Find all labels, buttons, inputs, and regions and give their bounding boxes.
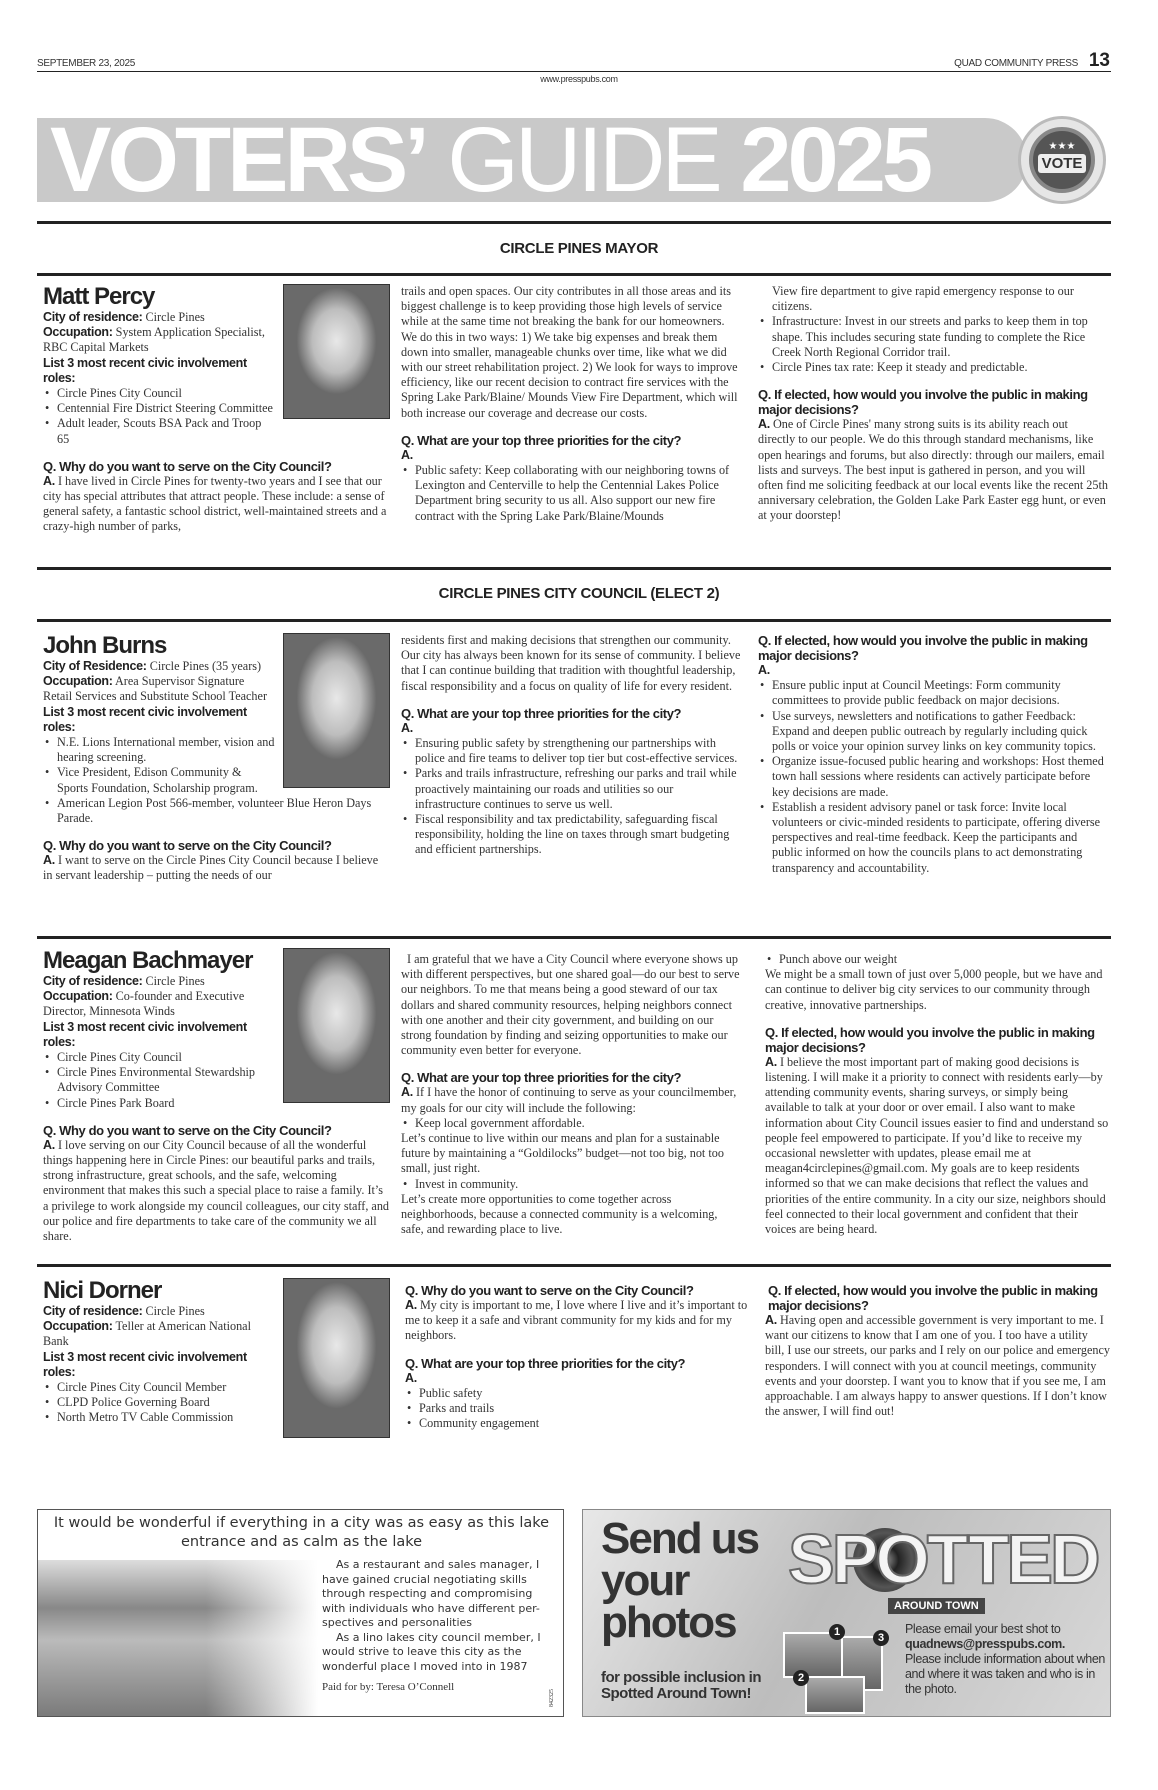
spotted-around-town-ad xyxy=(582,1509,1111,1717)
answer-label: A. xyxy=(765,1054,777,1069)
spotted-logo: SPOTTED xyxy=(788,1520,1098,1598)
paid-for-by: Paid for by: Teresa O’Connell xyxy=(322,1681,455,1693)
residence-label: City of Residence: xyxy=(43,659,147,673)
residence-label: City of residence: xyxy=(43,974,143,988)
candidate-name: John Burns xyxy=(43,632,167,659)
list-item: • Public safety: Keep collaborating with our neighboring towns of Lexington and Centerville to help the Centennial Lakes Police Department bring security to us all. Also support our new fire contract with the Spring Lake Park/Blaine/Mounds xyxy=(401,463,741,524)
answer-text: I have lived in Circle Pines for twenty-two years and I see that our city has special attributes that attract people. These include: a sense of general safety, a fantastic school district, well-maintained streets and a crazy-high number of parks, xyxy=(43,473,387,534)
roles-label: List 3 most recent civic involvement roles: xyxy=(43,704,247,734)
answer-text: View fire department to give rapid emergency response to our citizens. xyxy=(772,284,1074,314)
answer-text: I want to serve on the Circle Pines City Council because I believe in servant leadership – putting the needs of our xyxy=(43,853,379,883)
list-item: • Infrastructure: Invest in our streets and parks to keep them in top shape. This includes securing state funding to complete the Rice Creek North Regional Corridor trail. xyxy=(758,314,1108,360)
occupation-label: Occupation: xyxy=(43,674,113,689)
sample-photo xyxy=(805,1676,865,1714)
banner-title xyxy=(50,109,930,211)
section-rule xyxy=(37,619,1111,622)
answer-label: A. xyxy=(765,1313,777,1327)
question-why: Q. Why do you want to serve on the City Council? xyxy=(43,1122,332,1138)
residence-value: Circle Pines xyxy=(145,1304,205,1318)
answer-label: A. xyxy=(405,1370,417,1385)
answer-text: residents first and making decisions that strengthen our community. Our city has always been known for its sense of community. I believe that I can continue building that tradition with thoughtful leadership, fiscal responsibility and a focus on quality of life for every resident. xyxy=(401,633,741,693)
candidate-dorner-col3 xyxy=(765,1283,1110,1419)
ad-paragraph: As a lino lakes city council member, I would strive to leave this city as the wonderful place I moved into in 1987 xyxy=(322,1630,541,1673)
section-heading-mayor: CIRCLE PINES MAYOR xyxy=(499,240,659,257)
question-priorities: Q. What are your top three priorities for the city? xyxy=(401,1070,682,1086)
ad-headline: Send us your photos xyxy=(601,1514,759,1647)
email-link[interactable]: quadnews@presspubs.com. xyxy=(905,1637,1065,1651)
section-heading-council: CIRCLE PINES CITY COUNCIL (ELECT 2) xyxy=(438,585,720,602)
list-item: • Circle Pines Park Board xyxy=(43,1096,390,1111)
spotted-logo-sub: AROUND TOWN xyxy=(888,1598,985,1614)
answer-label: A. xyxy=(401,447,413,462)
candidate-percy-col2 xyxy=(401,284,741,524)
ad-body xyxy=(322,1558,558,1695)
list-item: • Invest in community. xyxy=(401,1177,741,1192)
occupation-value: Co-founder and Executive Director, Minnesota Winds xyxy=(43,989,245,1019)
list-item: • Adult leader, Scouts BSA Pack and Troop 65 xyxy=(43,416,390,446)
residence-value: Circle Pines xyxy=(145,310,205,324)
stars-icon: ★★★ xyxy=(1048,141,1076,152)
residence-value: Circle Pines (35 years) xyxy=(149,659,262,673)
answer-text: I believe the most important part of making good decisions is listening. I will make it a priority to connect with residents early—by attending community events, sharing surveys, or simply being available to talk at your door or over email. I also want to make information about City Council issues easier to find and understand so people feel empowered to participate. If you’d like to receive my occasional newsletter with updates, please email me at meagan4circlepines@gmail.com. My goals are to keep residents informed so that we can make decisions that reflect the values and priorities of the entire community. In a city our size, neighbors should feel connected to their local government and confident that their voices are being heard. xyxy=(765,1054,1109,1237)
answer-text: Let’s continue to live within our means and plan for a sustainable future by maintaining a “Goldilocks” budget—not too big, not too small, just right. xyxy=(401,1131,724,1176)
candidate-burns-col1 xyxy=(43,633,390,884)
list-item: • CLPD Police Governing Board xyxy=(43,1395,390,1410)
email-outro: Please include information about when and where it was taken and who is in the photo. xyxy=(905,1652,1105,1696)
question-public: Q. If elected, how would you involve the public in making major decisions? xyxy=(765,1024,1095,1055)
publication-name: QUAD COMMUNITY PRESS xyxy=(954,58,1078,69)
residence-value: Circle Pines xyxy=(145,974,205,988)
list-item: • Use surveys, newsletters and notifications to gather Feedback: Expand and deepen public outreach by regularly including quick polls or voice your opinion survey links on key community topics. xyxy=(758,709,1108,755)
candidate-bachmayer-col2 xyxy=(401,952,741,1237)
photo-number: 2 xyxy=(793,1670,809,1686)
question-priorities: Q. What are your top three priorities for the city? xyxy=(405,1355,686,1371)
ad-subhead: for possible inclusion in Spotted Around Town! xyxy=(601,1669,762,1702)
answer-label: A. xyxy=(43,1137,55,1152)
question-public: Q. If elected, how would you involve the public in making major decisions? xyxy=(758,387,1088,418)
list-item: • Circle Pines Environmental Stewardship Advisory Committee xyxy=(43,1065,390,1095)
list-item: • Circle Pines tax rate: Keep it steady and predictable. xyxy=(758,360,1108,375)
ad-headline: It would be wonderful if everything in a city was as easy as this lake entrance and as calm as the lake xyxy=(53,1515,550,1550)
answer-label: A. xyxy=(758,417,770,432)
vote-badge-icon xyxy=(1018,116,1106,204)
header-rule xyxy=(37,71,1111,72)
answer-label: A. xyxy=(43,853,55,868)
list-item: • Centennial Fire District Steering Committee xyxy=(43,401,390,416)
answer-text: One of Circle Pines' many strong suits is its ability reach out directly to our people. We do this through standard mechanisms, like open hearings and forums, but also directly: through our mailers, email lists and surveys. The best input is gathered in person, and you will often find me soliciting feedback at our local events like the recent 25th anniversary celebration, the Golden Lake Park Easter egg hunt, or even at your doorstep! xyxy=(758,417,1108,523)
residence-label: City of residence: xyxy=(43,1304,143,1318)
issue-date: SEPTEMBER 23, 2025 xyxy=(37,58,135,69)
banner-word-guide: GUIDE xyxy=(447,109,719,211)
question-public: Q. If elected, how would you involve the public in making major decisions? xyxy=(768,1283,1098,1313)
list-item: • Vice President, Edison Community & Sports Foundation, Scholarship program. xyxy=(43,765,390,795)
occupation-label: Occupation: xyxy=(43,989,113,1004)
list-item: • Ensuring public safety by strengthening our partnerships with police and fire teams to deliver top tier but cost-effective services. xyxy=(401,736,741,766)
answer-label: A. xyxy=(401,1085,413,1100)
candidate-dorner-col1 xyxy=(43,1278,390,1444)
candidate-bachmayer-col3 xyxy=(765,952,1110,1237)
list-item: • Circle Pines City Council xyxy=(43,386,390,401)
candidate-bachmayer-col1 xyxy=(43,948,390,1244)
website: www.presspubs.com xyxy=(540,74,618,84)
question-priorities: Q. What are your top three priorities for the city? xyxy=(401,432,682,448)
list-item: • Organize issue-focused public hearing and workshops: Host themed town hall sessions where residents can actively participate before key decisions are made. xyxy=(758,754,1108,800)
list-item: • Public safety xyxy=(405,1386,750,1401)
residence-label: City of residence: xyxy=(43,310,143,324)
roles-label: List 3 most recent civic involvement roles: xyxy=(43,1019,247,1049)
banner-year: 2025 xyxy=(740,109,930,211)
list-item: • Punch above our weight xyxy=(765,952,1110,967)
question-priorities: Q. What are your top three priorities for the city? xyxy=(401,705,682,721)
email-intro: Please email your best shot to xyxy=(905,1622,1061,1636)
list-item: • N.E. Lions International member, vision and hearing screening. xyxy=(43,735,390,765)
question-why: Q. Why do you want to serve on the City Council? xyxy=(405,1283,694,1298)
political-ad-oconnell xyxy=(37,1509,564,1717)
answer-label: A. xyxy=(405,1298,417,1312)
candidate-percy-col1 xyxy=(43,284,390,535)
answer-text: I love serving on our City Council because of all the wonderful things happening here in Circle Pines: our beautiful parks and trails, strong infrastructure, great schools, and the safe, welcoming environment that makes this such a special place to raise a family. It’s a privilege to work alongside my council colleagues, our city staff, and our police and fire departments to take care of the community we all share. xyxy=(43,1137,390,1244)
answer-text: My city is important to me, I love where I live and it’s important to me to keep it a safe and vibrant community for my kids and for my neighbors. xyxy=(405,1298,748,1343)
photo-number: 1 xyxy=(829,1624,845,1640)
occupation-value: Teller at American National Bank xyxy=(43,1319,251,1349)
candidate-name: Nici Dorner xyxy=(43,1277,162,1304)
answer-label: A. xyxy=(43,473,55,488)
candidate-dorner-col2 xyxy=(405,1283,750,1431)
list-item: • Community engagement xyxy=(405,1416,750,1431)
question-public: Q. If elected, how would you involve the public in making major decisions? xyxy=(758,633,1088,663)
ad-paragraph: As a restaurant and sales manager, I have gained crucial negotiating skills through respecting and compromising with individuals who have different per-spectives and personalities xyxy=(322,1558,540,1629)
answer-text: Let’s create more opportunities to come together across neighborhoods, because a connected community is a welcoming, safe, and rewarding place to live. xyxy=(401,1191,718,1237)
roles-label: List 3 most recent civic involvement roles: xyxy=(43,355,247,385)
section-rule xyxy=(37,221,1111,224)
list-item: • American Legion Post 566-member, volunteer Blue Heron Days Parade. xyxy=(43,796,390,826)
answer-text: If I have the honor of continuing to serve as your councilmember, my goals for our city will include the following: xyxy=(401,1085,737,1115)
section-rule xyxy=(37,936,1111,939)
occupation-value: System Application Specialist, RBC Capital Markets xyxy=(43,325,265,355)
answer-label: A. xyxy=(758,663,770,677)
ad-instructions xyxy=(905,1622,1105,1697)
list-item: • Circle Pines City Council xyxy=(43,1050,390,1065)
section-rule xyxy=(37,567,1111,570)
occupation-label: Occupation: xyxy=(43,325,113,340)
question-why: Q. Why do you want to serve on the City Council? xyxy=(43,838,332,854)
photo-number: 3 xyxy=(873,1630,889,1646)
page-number: 13 xyxy=(1088,50,1110,71)
list-item: • Parks and trails xyxy=(405,1401,750,1416)
candidate-name: Meagan Bachmayer xyxy=(43,947,253,974)
answer-text: We might be a small town of just over 5,000 people, but we have and can continue to deliver big city services to our community through creative, innovative partnerships. xyxy=(765,967,1103,1012)
list-item: • North Metro TV Cable Commission xyxy=(43,1410,390,1425)
occupation-value: Area Supervisor Signature Retail Services and Substitute School Teacher xyxy=(43,674,267,704)
answer-label: A. xyxy=(401,720,413,735)
occupation-label: Occupation: xyxy=(43,1319,113,1334)
list-item: • Ensure public input at Council Meetings: Form community committees to provide public feedback on major decisions. xyxy=(758,678,1108,708)
lake-photo xyxy=(38,1560,318,1717)
answer-text: trails and open spaces. Our city contributes in all those areas and its biggest challenge is to keep providing those high levels of service while at the same time not breaking the bank for our homeowners. We do this in two ways: 1) We take big expenses and break them down into smaller, manageable chunks over time, like what we did with our street rehabilitation project. 2) We look for ways to improve efficiency, like our recent decision to contract fire services with the Spring Lake Park/Blaine/ Mounds View Fire Department, which will both increase our coverage and decrease our costs. xyxy=(401,284,738,420)
candidate-name: Matt Percy xyxy=(43,283,155,310)
question-why: Q. Why do you want to serve on the City Council? xyxy=(43,458,332,474)
roles-label: List 3 most recent civic involvement roles: xyxy=(43,1349,247,1379)
candidate-burns-col2 xyxy=(401,633,741,858)
candidate-percy-col3 xyxy=(758,284,1108,524)
section-rule xyxy=(37,273,1111,276)
candidate-burns-col3 xyxy=(758,633,1108,876)
answer-text: Having open and accessible government is very important to me. I want our citizens to know that I am one of you. I too have a utility bill, I use our streets, our parks and I rely on our police and emergency responders. I will connect with you at council meetings, community events and your doorstep. I want you to know that if you see me, I am approachable. I am always happy to answer questions. If I don’t know the answer, I will find out! xyxy=(765,1313,1110,1419)
ad-code: 842325 xyxy=(549,1689,555,1707)
roles-list xyxy=(43,386,390,447)
list-item: • Fiscal responsibility and tax predictability, safeguarding fiscal responsibility, holding the line on taxes through smart budgeting and efficient partnerships. xyxy=(401,812,741,858)
list-item: • Keep local government affordable. xyxy=(401,1116,741,1131)
list-item: • Establish a resident advisory panel or task force: Invite local volunteers or civic-minded residents to participate, offering diverse perspectives and real-time feedback. Keep the participants and public informed on how the councils plans to act demonstrating transparency and accountability. xyxy=(758,800,1108,876)
list-item: • Parks and trails infrastructure, refreshing our parks and trail while proactively maintaining our roads and utilities so our infrastructure continues to serve us well. xyxy=(401,766,741,812)
sample-photos xyxy=(783,1628,883,1708)
list-item: • Circle Pines City Council Member xyxy=(43,1380,390,1395)
section-rule xyxy=(37,1264,1111,1267)
answer-text: I am grateful that we have a City Council where everyone shows up with different perspectives, but one shared goal—do our best to serve our neighbors. To me that means being a good steward of our tax dollars and shared community resources, helping neighbors connect with one another and their city government, and building on our strong foundation by finding and seizing opportunities to make our community even better for everyone. xyxy=(401,952,740,1058)
vote-label: VOTE xyxy=(1038,154,1087,173)
banner-word-voters: VOTERS’ xyxy=(50,109,426,211)
